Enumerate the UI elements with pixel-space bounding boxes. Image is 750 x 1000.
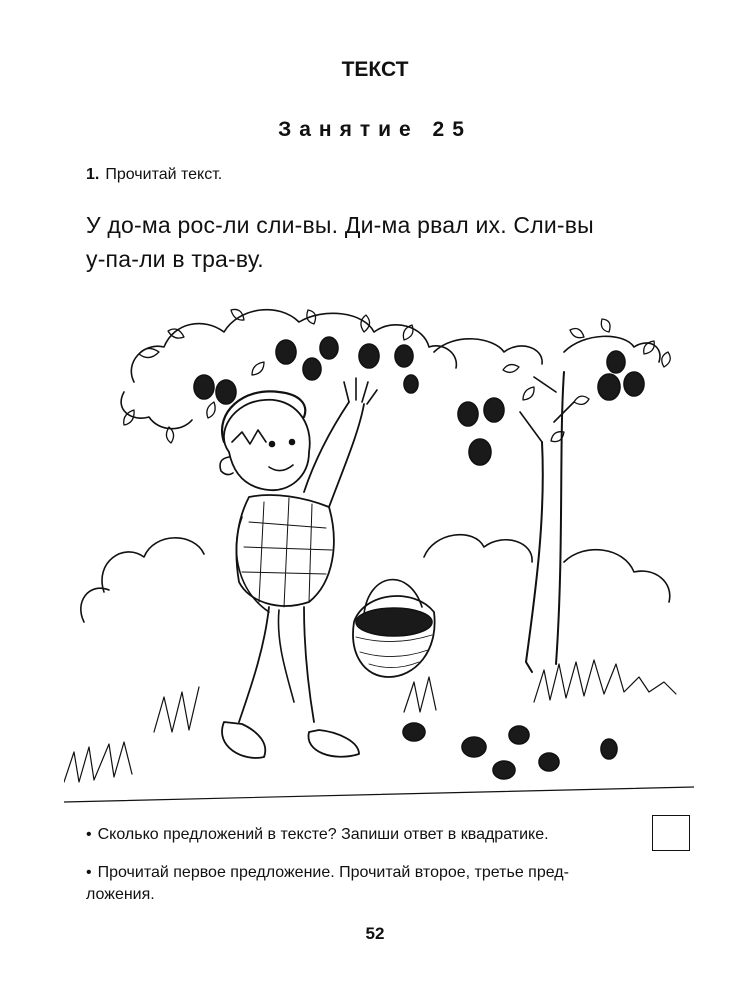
task-text: Прочитай текст. xyxy=(105,166,223,183)
plum-tree-illustration xyxy=(64,292,694,807)
task-instruction xyxy=(86,166,222,184)
question-count-sentences xyxy=(86,824,549,846)
lesson-heading: Занятие 25 xyxy=(278,118,472,141)
reading-text xyxy=(86,208,706,276)
question-text: Сколько предложений в тексте? Запиши ответ в квадратике. xyxy=(97,826,549,843)
question-read-sentences xyxy=(86,862,696,906)
question-text: Прочитай первое предложение. Прочитай второе, третье пред- ложения. xyxy=(86,864,569,903)
bullet-symbol: • xyxy=(86,864,92,881)
reading-line: У до-ма рос-ли сли-вы. Ди-ма рвал их. Сли-вы xyxy=(86,212,594,238)
task-number: 1. xyxy=(86,166,100,183)
bullet-symbol: • xyxy=(86,826,92,843)
answer-box[interactable] xyxy=(652,815,690,851)
page-title: ТЕКСТ xyxy=(341,58,409,81)
page-number: 52 xyxy=(365,924,385,943)
reading-line: у-па-ли в тра-ву. xyxy=(86,246,264,272)
